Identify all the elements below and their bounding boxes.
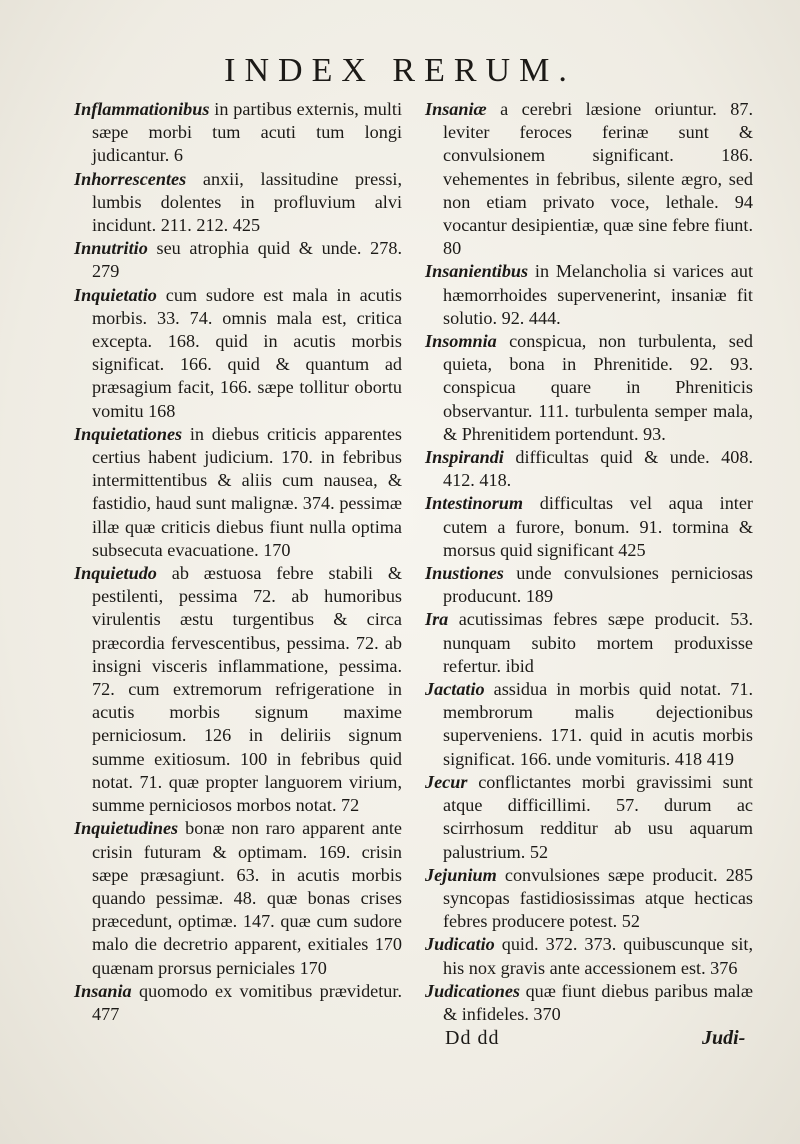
entry-headword: Jactatio xyxy=(425,679,485,700)
entry-text: a cerebri læsione oriuntur. 87. leviter feroces ferinæ sunt & convulsionem significant. 186. vehementes in febribus, silente ægro, sed non etiam privato voce, lethale. 94 vocantur desipientiæ, quæ sine febre fiunt. 80 xyxy=(443,99,753,259)
entry-headword: Jecur xyxy=(425,771,468,792)
index-entry xyxy=(74,562,402,817)
entry-text: quæ fiunt diebus paribus malæ & infideles. 370 xyxy=(443,980,753,1024)
entry-text: convulsiones sæpe producit. 285 syncopas fastidiosissimas atque hecticas febres producere potest. 52 xyxy=(443,864,753,932)
index-entry xyxy=(74,284,402,423)
index-entry xyxy=(74,817,402,979)
index-entry xyxy=(425,608,753,678)
entry-headword: Insanientibus xyxy=(425,261,529,282)
entry-headword: Insaniæ xyxy=(425,99,487,119)
entry-text: seu atrophia quid & unde. 278. 279 xyxy=(92,238,402,282)
index-entry xyxy=(74,98,402,168)
entry-text: anxii, lassitudine pressi, lumbis dolentes in profluvium alvi incidunt. 211. 212. 425 xyxy=(92,168,402,236)
index-entry xyxy=(425,330,753,446)
entry-text: difficultas quid & unde. 408. 412. 418. xyxy=(443,447,753,491)
entry-text: bonæ non raro apparent ante crisin futuram & optimam. 169. crisin sæpe præsagiunt. 63. in acutis morbis quando pessimæ. 48. quæ bonas crises præcedunt, optimæ. 147. quæ cum sudore malo die decretrio apparent, exitiales 170 quænam prorsus perniciales 170 xyxy=(92,818,402,978)
entry-text: in Melancholia si varices aut hæmorrhoides supervenerint, insaniæ fit solutio. 92. 444. xyxy=(443,261,753,328)
entry-headword: Inustiones xyxy=(425,563,504,584)
entry-headword: Inquietudo xyxy=(74,563,157,584)
signature-mark: Dd dd xyxy=(445,1027,500,1049)
entry-headword: Judicationes xyxy=(425,980,520,1001)
index-entry xyxy=(425,98,753,260)
entry-headword: Ira xyxy=(425,609,449,630)
entry-headword: Inquietatio xyxy=(74,284,157,305)
index-entry xyxy=(425,260,753,330)
page-title: INDEX RERUM. xyxy=(224,52,576,89)
entry-headword: Insania xyxy=(74,980,132,1001)
index-entry xyxy=(425,446,753,492)
entry-headword: Inquietudines xyxy=(74,818,179,839)
index-entry xyxy=(74,423,402,562)
entry-text: cum sudore est mala in acutis morbis. 33. 74. omnis mala est, critica excepta. 168. quid in acutis morbis significat. 166. quid & quantum ad præsagium facit, 166. sæpe tollitur obortu vomitu 168 xyxy=(92,284,402,421)
catchword: Judi- xyxy=(702,1027,746,1049)
index-entry xyxy=(425,980,753,1026)
entry-text: difficultas vel aqua inter cutem a furore, bonum. 91. tormina & morsus quid significant 425 xyxy=(443,493,753,560)
index-entry xyxy=(425,492,753,562)
entry-text: unde convulsiones perniciosas producunt. 189 xyxy=(443,563,753,607)
entry-headword: Inspirandi xyxy=(425,447,504,468)
index-entry xyxy=(74,168,402,238)
entry-headword: Jejunium xyxy=(425,864,497,885)
index-entry xyxy=(425,933,753,979)
index-entry xyxy=(74,980,402,1026)
entry-text: assidua in morbis quid notat. 71. membrorum malis dejectionibus superveniens. 171. quid in acutis morbis significat. 166. unde vomituris. 418 419 xyxy=(443,679,753,769)
index-entry xyxy=(425,864,753,934)
index-entry xyxy=(74,237,402,283)
page-footer xyxy=(0,1027,800,1057)
index-entry xyxy=(425,771,753,864)
left-column xyxy=(74,98,402,1026)
right-column xyxy=(425,98,753,1026)
entry-text: quomodo ex vomitibus prævidetur. 477 xyxy=(92,980,402,1024)
entry-text: ab æstuosa febre stabili & pestilenti, pessima 72. ab humoribus virulentis æstu turgentibus & circa præcordia fervescentibus, pessima. 72. ab insigni visceris inflammatione, pessima. 72. cum extremorum refrigeratione in acutis morbis signum maxime perniciosum. 126 in deliriis signum summe exitiosum. 100 in febribus quid notat. 71. quæ propter languorem virium, summe perniciosos morbos notat. 72 xyxy=(92,563,402,816)
entry-headword: Inhorrescentes xyxy=(74,168,187,189)
entry-headword: Judicatio xyxy=(425,934,495,955)
entry-headword: Innutritio xyxy=(74,238,148,259)
entry-text: quid. 372. 373. quibuscunque sit, his nox gravis ante accessionem est. 376 xyxy=(443,934,753,978)
entry-headword: Intestinorum xyxy=(425,493,524,514)
entry-text: in partibus externis, multi sæpe morbi tum acuti tum longi judicantur. 6 xyxy=(92,99,402,166)
entry-headword: Inflammationibus xyxy=(74,99,210,119)
entry-text: in diebus criticis apparentes certius habent judicium. 170. in febribus intermittentibus & aliis cum nausea, & fastidio, haud sunt malignæ. 374. pessimæ illæ quæ criticis diebus fiunt nulla optima subsecuta evacuatione. 170 xyxy=(92,423,402,560)
index-entry xyxy=(425,562,753,608)
index-entry xyxy=(425,678,753,771)
entry-headword: Insomnia xyxy=(425,331,497,352)
entry-text: acutissimas febres sæpe producit. 53. nunquam subito mortem produxisse refertur. ibid xyxy=(443,609,753,676)
entry-text: conflictantes morbi gravissimi sunt atque difficillimi. 57. durum ac scirrhosum redditur ab usu aquarum palustrium. 52 xyxy=(443,771,753,862)
entry-headword: Inquietationes xyxy=(74,423,183,444)
entry-text: conspicua, non turbulenta, sed quieta, bona in Phrenitide. 92. 93. conspicua quare in Phreniticis observantur. 111. turbulenta semper mala, & Phrenitidem portendunt. 93. xyxy=(443,331,753,444)
